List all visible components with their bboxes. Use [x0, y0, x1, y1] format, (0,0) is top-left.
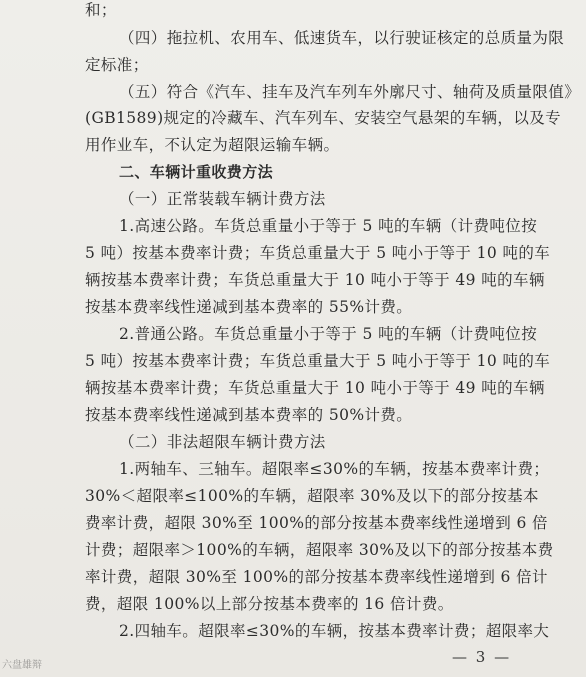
text-line: 按基本费率线性递减到基本费率的 55%计费。: [85, 298, 413, 316]
section-heading: 二、车辆计重收费方法: [119, 163, 274, 181]
text-line: 费，超限 100%以上部分按基本费率的 16 倍计费。: [85, 595, 454, 613]
text-line: 辆按基本费率计费；车货总重量大于 10 吨小于等于 49 吨的车辆: [85, 379, 545, 397]
text-line: 5 吨）按基本费率计费；车货总重量大于 5 吨小于等于 10 吨的车: [85, 352, 551, 370]
text-line: 和；: [85, 1, 117, 19]
text-line: 5 吨）按基本费率计费；车货总重量大于 5 吨小于等于 10 吨的车: [85, 244, 551, 262]
text-line: 1.高速公路。车货总重量小于等于 5 吨的车辆（计费吨位按: [119, 217, 538, 235]
text-line: 按基本费率线性递减到基本费率的 50%计费。: [85, 406, 413, 424]
text-line: 2.普通公路。车货总重量小于等于 5 吨的车辆（计费吨位按: [119, 325, 538, 343]
text-line: （四）拖拉机、农用车、低速货车，以行驶证核定的总质量为限: [119, 29, 565, 47]
text-line: 率计费，超限 30%至 100%的部分按基本费率线性递增到 6 倍计: [85, 568, 548, 586]
text-line: 用作业车，不认定为超限运输车辆。: [85, 136, 340, 154]
text-line: 辆按基本费率计费；车货总重量大于 10 吨小于等于 49 吨的车辆: [85, 271, 545, 289]
text-line: 计费；超限率＞100%的车辆，超限率 30%及以下的部分按基本费: [85, 541, 554, 559]
subsection-heading: （一）正常装载车辆计费方法: [119, 190, 326, 208]
text-line: 1.两轴车、三轴车。超限率≤30%的车辆，按基本费率计费；: [119, 460, 550, 478]
text-line: 费率计费，超限 30%至 100%的部分按基本费率线性递增到 6 倍: [85, 514, 548, 532]
page-number: — 3 —: [452, 648, 512, 666]
text-line: （五）符合《汽车、挂车及汽车列车外廓尺寸、轴荷及质量限值》: [119, 83, 581, 101]
text-line: 30%＜超限率≤100%的车辆，超限率 30%及以下的部分按基本: [85, 487, 539, 505]
text-line: 定标准；: [85, 56, 149, 74]
text-line: (GB1589)规定的冷藏车、汽车列车、安装空气悬架的车辆，以及专: [85, 109, 562, 127]
watermark: 六盘雄辩: [2, 660, 42, 671]
text-line: 2.四轴车。超限率≤30%的车辆，按基本费率计费；超限率大: [119, 622, 550, 640]
subsection-heading: （二）非法超限车辆计费方法: [119, 433, 326, 451]
